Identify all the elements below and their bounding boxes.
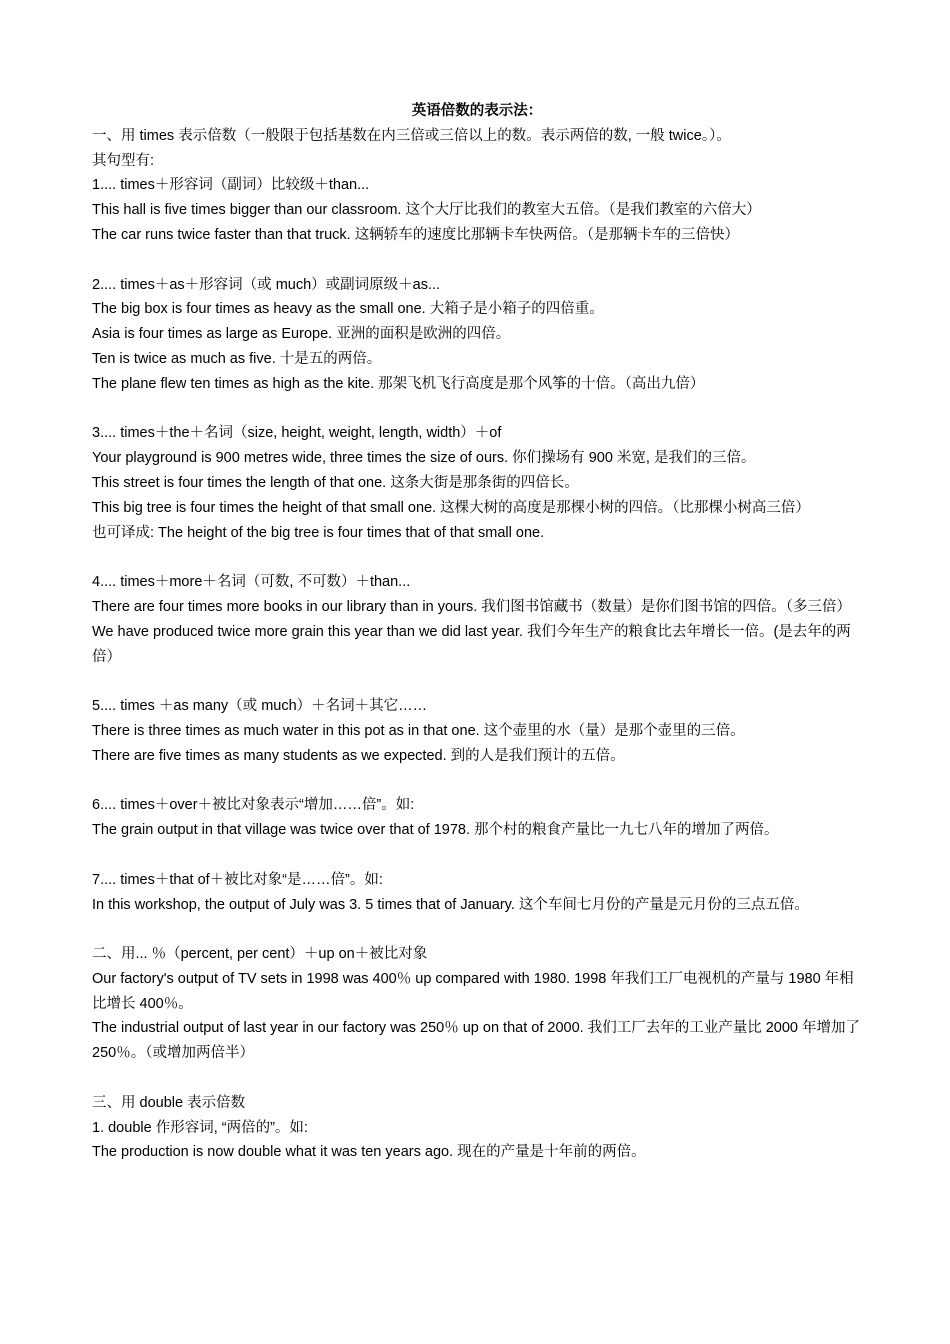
text-line: 3.... times＋the＋名词（size, height, weight, length, width）＋of: [92, 425, 502, 442]
text-line: 二、用... ％（percent, per cent）＋up on＋被比对象: [92, 946, 428, 963]
text-line: 4.... times＋more＋名词（可数, 不可数）＋than...: [92, 574, 411, 591]
text-line: This street is four times the length of that one. 这条大街是那条街的四倍长。: [92, 474, 579, 491]
text-line: Asia is four times as large as Europe. 亚洲的面积是欧洲的四倍。: [92, 326, 511, 343]
text-line: Ten is twice as much as five. 十是五的两倍。: [92, 350, 382, 367]
blank-line: [92, 397, 862, 422]
text-line: 一、用 times 表示倍数（一般限于包括基数在内三倍或三倍以上的数。表示两倍的数, 一般 twice。）。: [92, 127, 731, 144]
text-line: The production is now double what it was ten years ago. 现在的产量是十年前的两倍。: [92, 1144, 646, 1161]
text-line: There are four times more books in our library than in yours. 我们图书馆藏书（数量）是你们图书馆的四倍。（多三倍）: [92, 598, 851, 615]
text-line: 2.... times＋as＋形容词（或 much）或副词原级＋as...: [92, 276, 441, 293]
text-line: 5.... times ＋as many（或 much）＋名词＋其它……: [92, 698, 428, 715]
text-line: The plane flew ten times as high as the kite. 那架飞机飞行高度是那个风筝的十倍。（高出九倍）: [92, 375, 705, 392]
document-body: [92, 124, 862, 1165]
text-line: 1. double 作形容词, “两倍的”。如:: [92, 1119, 308, 1136]
document-title: 英语倍数的表示法：: [411, 103, 543, 119]
blank-line: [92, 545, 862, 570]
text-line: The big box is four times as heavy as the small one. 大箱子是小箱子的四倍重。: [92, 301, 604, 318]
text-line: 6.... times＋over＋被比对象表示“增加……倍”。如:: [92, 797, 415, 814]
text-line: 1.... times＋形容词（副词）比较级＋than...: [92, 177, 370, 194]
blank-line: [92, 669, 862, 694]
text-line: 三、用 double 表示倍数: [92, 1094, 246, 1111]
text-line: The industrial output of last year in our factory was 250％ up on that of 2000. 我们工厂去年的工业产量比 2000 年增加了 250％。（或增加两倍半）: [92, 1020, 861, 1062]
text-line: In this workshop, the output of July was 3. 5 times that of January. 这个车间七月份的产量是元月份的三点五倍。: [92, 896, 809, 913]
text-line: 其句型有:: [92, 152, 155, 169]
blank-line: [92, 769, 862, 794]
blank-line: [92, 1066, 862, 1091]
text-line: There is three times as much water in this pot as in that one. 这个壶里的水（量）是那个壶里的三倍。: [92, 722, 745, 739]
blank-line: [92, 248, 862, 273]
text-line: This hall is five times bigger than our classroom. 这个大厅比我们的教室大五倍。（是我们教室的六倍大）: [92, 202, 761, 219]
text-line: 也可译成: The height of the big tree is four times that of that small one.: [92, 524, 545, 541]
blank-line: [92, 843, 862, 868]
text-line: This big tree is four times the height of that small one. 这棵大树的高度是那棵小树的四倍。（比那棵小树高三倍）: [92, 499, 810, 516]
text-line: We have produced twice more grain this year than we did last year. 我们今年生产的粮食比去年增长一倍。(是去年的两倍）: [92, 623, 851, 665]
blank-line: [92, 917, 862, 942]
text-line: Our factory's output of TV sets in 1998 was 400％ up compared with 1980. 1998 年我们工厂电视机的产量与 1980 年相比增长 400％。: [92, 970, 854, 1012]
text-line: The car runs twice faster than that truck. 这辆轿车的速度比那辆卡车快两倍。（是那辆卡车的三倍快）: [92, 226, 739, 243]
text-line: Your playground is 900 metres wide, three times the size of ours. 你们操场有 900 米宽, 是我们的三倍。: [92, 450, 756, 467]
text-line: 7.... times＋that of＋被比对象“是……倍”。如:: [92, 871, 383, 888]
text-line: There are five times as many students as we expected. 到的人是我们预计的五倍。: [92, 747, 625, 764]
document-page: [92, 99, 862, 1165]
text-line: The grain output in that village was twice over that of 1978. 那个村的粮食产量比一九七八年的增加了两倍。: [92, 822, 779, 839]
